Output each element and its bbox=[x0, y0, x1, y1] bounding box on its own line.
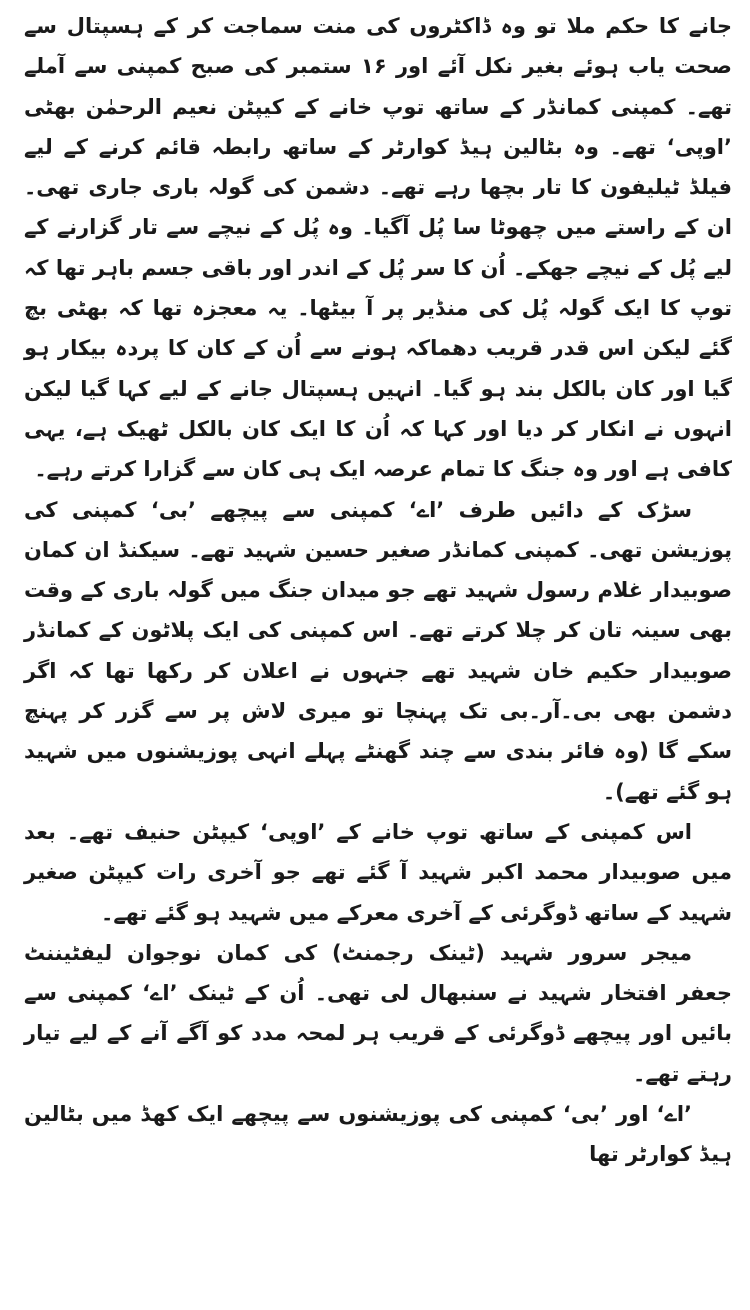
paragraph-1: جانے کا حکم ملا تو وہ ڈاکٹروں کی منت سماجت کر کے ہسپتال سے صحت یاب ہوئے بغیر نکل آئے اور ۱۶ ستمبر کی صبح کمپنی سے آملے تھے۔ کمپنی کمانڈر کے ساتھ توپ خانے کے کیپٹن نعیم الرحمٰن بھٹی ’اوپی‘ تھے۔ وہ بٹالین ہیڈ کوارٹر کے ساتھ رابطہ قائم کرنے کے لیے فیلڈ ٹیلیفون کا تار بچھا رہے تھے۔ دشمن کی گولہ باری جاری تھی۔ ان کے راستے میں چھوٹا سا پُل آگیا۔ وہ پُل کے نیچے سے تار گزارنے کے لیے پُل کے نیچے جھکے۔ اُن کا سر پُل کے اندر اور باقی جسم باہر تھا کہ توپ کا ایک گولہ پُل کی منڈیر پر آ بیٹھا۔ یہ معجزہ تھا کہ بھٹی بچ گئے لیکن اس قدر قریب دھماکہ ہونے سے اُن کے کان کا پردہ بیکار ہو گیا اور کان بالکل بند ہو گیا۔ انہیں ہسپتال جانے کے لیے کہا گیا لیکن انہوں نے انکار کر دیا اور کہا کہ اُن کا ایک کان بالکل ٹھیک ہے، یہی کافی ہے اور وہ جنگ کا تمام عرصہ ایک ہی کان سے گزارا کرتے رہے۔ bbox=[24, 14, 732, 482]
paragraph-2: سڑک کے دائیں طرف ’اے‘ کمپنی سے پیچھے ’بی‘ کمپنی کی پوزیشن تھی۔ کمپنی کمانڈر صغیر حسین شہید تھے۔ سیکنڈ ان کمان صوبیدار غلام رسول شہید تھے جو میدان جنگ میں گولہ باری کے وقت بھی سینہ تان کر چلا کرتے تھے۔ اس کمپنی کی ایک پلاٹون کے کمانڈر صوبیدار حکیم خان شہید تھے جنہوں نے اعلان کر رکھا تھا کہ اگر دشمن بھی بی۔آر۔بی تک پہنچا تو میری لاش پر سے گزر کر پہنچ سکے گا (وہ فائر بندی سے چند گھنٹے پہلے انہی پوزیشنوں میں شہید ہو گئے تھے)۔ bbox=[24, 497, 732, 804]
paragraph-3: اس کمپنی کے ساتھ توپ خانے کے ’اوپی‘ کیپٹن حنیف تھے۔ بعد میں صوبیدار محمد اکبر شہید آ گئے تھے جو آخری رات کیپٹن صغیر شہید کے ساتھ ڈوگرئی کے آخری معرکے میں شہید ہو گئے تھے۔ bbox=[24, 819, 732, 925]
paragraph-4: میجر سرور شہید (ٹینک رجمنٹ) کی کمان نوجوان لیفٹیننٹ جعفر افتخار شہید نے سنبھال لی تھی۔ اُن کے ٹینک ’اے‘ کمپنی سے بائیں اور پیچھے ڈوگرئی کے قریب ہر لمحہ مدد کو آگے آنے کے لیے تیار رہتے تھے۔ bbox=[24, 940, 732, 1086]
paragraph-5: ’اے‘ اور ’بی‘ کمپنی کی پوزیشنوں سے پیچھے ایک کھڈ میں بٹالین ہیڈ کوارٹر تھا bbox=[24, 1102, 732, 1167]
urdu-text-body bbox=[24, 6, 732, 1175]
